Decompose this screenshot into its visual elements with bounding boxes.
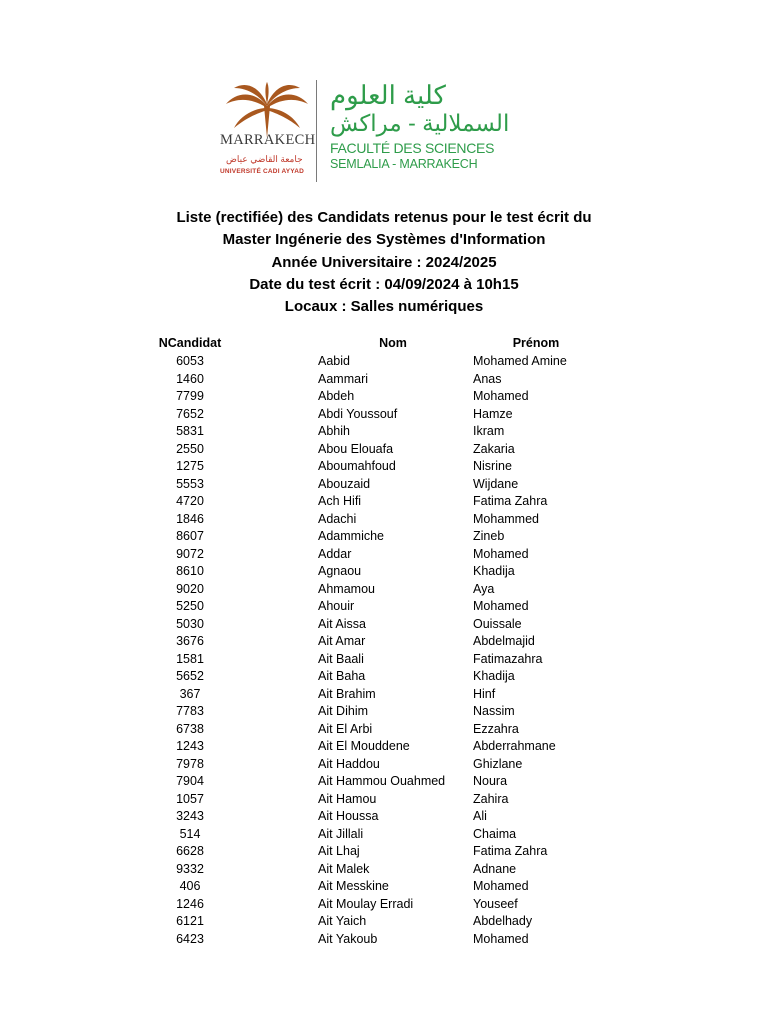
table-row [0, 773, 768, 791]
candidate-first-name: Ouissale [473, 616, 522, 631]
table-row [0, 721, 768, 739]
candidate-last-name: Aabid [318, 354, 350, 368]
candidate-number: 8610 [176, 564, 204, 578]
candidate-number: 5030 [176, 616, 204, 631]
table-row [0, 668, 768, 686]
candidate-last-name: Ait Yaich [318, 914, 367, 928]
candidate-number: 9072 [176, 546, 204, 561]
candidate-number: 6628 [176, 844, 204, 858]
title-line-master: Master Ingénerie des Systèmes d'Information [222, 231, 546, 249]
table-row [0, 511, 768, 529]
candidate-number: 7652 [176, 406, 204, 421]
table-row [0, 738, 768, 756]
candidate-last-name: Ait Hammou Ouahmed [318, 774, 446, 788]
candidate-first-name: Mohammed [473, 511, 539, 526]
title-line-date: Date du test écrit : 04/09/2024 à 10h15 [249, 275, 519, 293]
candidate-last-name: Ahmamou [318, 581, 375, 596]
title-line-list: Liste (rectifiée) des Candidats retenus pour le test écrit du [176, 209, 592, 226]
candidate-number: 8607 [176, 529, 204, 543]
candidates-table [0, 335, 768, 948]
table-row [0, 703, 768, 721]
candidate-number: 7978 [176, 756, 204, 771]
table-row [0, 388, 768, 406]
candidate-first-name: Aya [473, 581, 495, 596]
candidate-last-name: Addar [318, 546, 352, 561]
candidate-last-name: Ait El Mouddene [318, 739, 410, 753]
candidate-first-name: Nisrine [473, 459, 512, 473]
candidate-first-name: Ikram [473, 424, 505, 438]
table-row [0, 353, 768, 371]
candidate-last-name: Aboumahfoud [318, 459, 396, 473]
candidate-first-name: Abdelmajid [473, 634, 535, 648]
table-row [0, 528, 768, 546]
candidate-first-name: Mohamed [473, 879, 529, 893]
table-row [0, 931, 768, 949]
candidate-last-name: Ait Hamou [318, 791, 377, 806]
candidate-last-name: Ait Moulay Erradi [318, 896, 414, 911]
candidate-first-name: Wijdane [473, 476, 519, 491]
document-header [218, 78, 518, 186]
candidate-first-name: Abdelhady [473, 914, 533, 928]
table-row [0, 633, 768, 651]
title-line-location: Locaux : Salles numériques [284, 298, 484, 316]
table-row [0, 493, 768, 511]
candidate-last-name: Ait Messkine [318, 879, 389, 893]
candidate-first-name: Zahira [473, 791, 509, 806]
faculty-name-arabic-line1: كلية العلوم [330, 80, 446, 110]
table-row [0, 423, 768, 441]
candidate-number: 5250 [176, 599, 204, 613]
candidate-number: 6053 [176, 354, 204, 368]
table-row [0, 371, 768, 389]
candidate-number: 3243 [176, 809, 204, 823]
table-row [0, 546, 768, 564]
table-row [0, 756, 768, 774]
candidate-last-name: Abou Elouafa [318, 441, 394, 456]
candidate-last-name: Abouzaid [318, 476, 371, 491]
candidate-last-name: Ait Aissa [318, 616, 366, 631]
column-header-ncandidat: NCandidat [158, 336, 222, 350]
candidate-number: 7904 [176, 774, 204, 788]
candidate-number: 1846 [176, 511, 204, 526]
candidate-number: 9332 [176, 861, 204, 876]
candidate-number: 7783 [176, 704, 204, 718]
candidate-number: 2550 [176, 441, 204, 456]
candidate-number: 6738 [176, 721, 204, 736]
candidate-last-name: Ait Brahim [318, 686, 376, 701]
candidate-first-name: Abderrahmane [473, 739, 556, 753]
table-row [0, 843, 768, 861]
university-logo [218, 78, 314, 182]
table-row [0, 651, 768, 669]
table-row [0, 581, 768, 599]
candidate-first-name: Nassim [473, 704, 515, 718]
candidate-first-name: Mohamed [473, 546, 529, 561]
candidate-number: 5831 [176, 424, 204, 438]
candidate-first-name: Youseef [473, 896, 518, 911]
table-row [0, 598, 768, 616]
candidate-first-name: Fatima Zahra [473, 844, 548, 858]
candidate-number: 5553 [176, 476, 204, 491]
candidate-number: 1246 [176, 896, 204, 911]
candidate-first-name: Hinf [473, 686, 496, 701]
university-name-arabic: جامعة القاضي عياض [226, 154, 303, 164]
candidate-last-name: Adachi [318, 511, 357, 526]
table-row [0, 913, 768, 931]
candidate-last-name: Abdi Youssouf [318, 406, 398, 421]
candidate-first-name: Zakaria [473, 441, 515, 456]
candidate-last-name: Ait Haddou [318, 756, 380, 771]
table-row [0, 878, 768, 896]
candidate-last-name: Ait Jillali [318, 826, 364, 841]
candidate-last-name: Ach Hifi [318, 494, 362, 508]
candidate-number: 5652 [176, 669, 204, 683]
candidate-first-name: Mohamed Amine [473, 354, 567, 368]
candidate-last-name: Ahouir [318, 599, 355, 613]
candidate-first-name: Noura [473, 774, 508, 788]
table-row [0, 563, 768, 581]
candidate-number: 6423 [176, 931, 204, 946]
document-title-block [0, 207, 768, 318]
candidate-number: 9020 [176, 581, 204, 596]
faculty-name-french-line2: SEMLALIA - MARRAKECH [330, 157, 478, 171]
candidate-first-name: Mohamed [473, 389, 529, 403]
column-header-nom: Nom [379, 336, 407, 350]
candidate-last-name: Aammari [318, 371, 369, 386]
candidate-last-name: Abdeh [318, 389, 355, 403]
candidate-last-name: Ait Malek [318, 861, 370, 876]
table-row [0, 616, 768, 634]
university-city: MARRAKECH [220, 132, 316, 148]
candidate-first-name: Khadija [473, 564, 515, 578]
candidate-first-name: Khadija [473, 669, 515, 683]
candidate-last-name: Ait Lhaj [318, 844, 360, 858]
candidate-last-name: Ait Baha [318, 669, 366, 683]
table-row [0, 791, 768, 809]
candidate-number: 367 [179, 686, 201, 701]
candidate-number: 1581 [176, 651, 204, 666]
table-row [0, 441, 768, 459]
candidate-number: 4720 [176, 494, 204, 508]
faculty-name-arabic-line2: السملالية - مراكش [330, 110, 510, 136]
table-row [0, 861, 768, 879]
table-row [0, 826, 768, 844]
candidate-number: 1243 [176, 739, 204, 753]
candidate-number: 1275 [176, 459, 204, 473]
table-row [0, 458, 768, 476]
table-row [0, 896, 768, 914]
candidate-first-name: Ghizlane [473, 756, 523, 771]
candidate-number: 514 [179, 826, 201, 841]
table-body [0, 353, 768, 948]
candidate-last-name: Agnaou [318, 564, 362, 578]
title-line-year: Année Universitaire : 2024/2025 [271, 253, 497, 271]
candidate-first-name: Mohamed [473, 931, 529, 946]
candidate-last-name: Abhih [318, 424, 350, 438]
candidate-first-name: Adnane [473, 861, 517, 876]
candidate-first-name: Mohamed [473, 599, 529, 613]
candidate-first-name: Hamze [473, 406, 513, 421]
table-row [0, 686, 768, 704]
candidate-last-name: Ait Yakoub [318, 931, 378, 946]
candidate-number: 1057 [176, 791, 204, 806]
candidate-number: 6121 [176, 914, 204, 928]
university-name-french: UNIVERSITÉ CADI AYYAD [220, 168, 305, 175]
table-row [0, 808, 768, 826]
table-row [0, 476, 768, 494]
candidate-last-name: Ait Houssa [318, 809, 379, 823]
candidate-first-name: Ali [473, 809, 487, 823]
candidate-first-name: Fatima Zahra [473, 494, 548, 508]
faculty-name-french-line1: FACULTÉ DES SCIENCES [330, 140, 495, 156]
candidate-last-name: Ait Amar [318, 634, 366, 648]
column-header-prenom: Prénom [512, 336, 560, 350]
candidate-number: 406 [179, 879, 201, 893]
candidate-last-name: Ait Baali [318, 651, 364, 666]
candidate-first-name: Ezzahra [473, 721, 519, 736]
candidate-first-name: Anas [473, 371, 502, 386]
candidate-last-name: Ait El Arbi [318, 721, 373, 736]
candidate-number: 3676 [176, 634, 204, 648]
header-divider [316, 80, 317, 182]
candidate-first-name: Fatimazahra [473, 651, 543, 666]
table-row [0, 406, 768, 424]
candidate-last-name: Ait Dihim [318, 704, 369, 718]
table-header-row [0, 335, 768, 353]
candidate-last-name: Adammiche [318, 529, 384, 543]
candidate-first-name: Zineb [473, 529, 505, 543]
candidate-number: 1460 [176, 371, 204, 386]
candidate-first-name: Chaima [473, 826, 517, 841]
candidate-number: 7799 [176, 389, 204, 403]
